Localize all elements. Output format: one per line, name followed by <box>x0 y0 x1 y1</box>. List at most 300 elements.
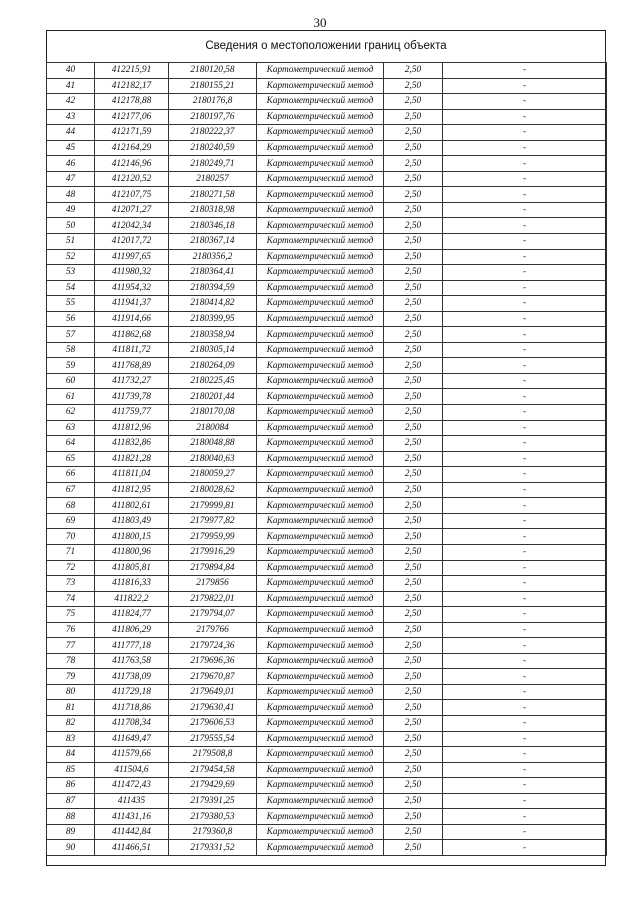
precision-cell: 2,50 <box>384 187 443 203</box>
point-number-cell: 89 <box>47 824 95 840</box>
precision-cell: 2,50 <box>384 202 443 218</box>
method-cell: Картометрический метод <box>257 78 384 94</box>
point-number-cell: 46 <box>47 156 95 172</box>
coordinate-x-cell: 412177,06 <box>95 109 169 125</box>
coordinate-y-cell: 2179977,82 <box>169 513 257 529</box>
coordinate-y-cell: 2180201,44 <box>169 389 257 405</box>
table-row <box>47 529 607 545</box>
table-row <box>47 109 607 125</box>
coordinate-x-cell: 412107,75 <box>95 187 169 203</box>
point-number-cell: 71 <box>47 544 95 560</box>
table-row <box>47 700 607 716</box>
note-cell: - <box>443 498 607 514</box>
precision-cell: 2,50 <box>384 234 443 250</box>
method-cell: Картометрический метод <box>257 140 384 156</box>
method-cell: Картометрический метод <box>257 171 384 187</box>
point-number-cell: 52 <box>47 249 95 265</box>
coordinate-y-cell: 2180367,14 <box>169 234 257 250</box>
table-row <box>47 731 607 747</box>
precision-cell: 2,50 <box>384 156 443 172</box>
table-row <box>47 202 607 218</box>
precision-cell: 2,50 <box>384 778 443 794</box>
table-row <box>47 513 607 529</box>
point-number-cell: 54 <box>47 280 95 296</box>
note-cell: - <box>443 389 607 405</box>
point-number-cell: 61 <box>47 389 95 405</box>
precision-cell: 2,50 <box>384 607 443 623</box>
table-row <box>47 824 607 840</box>
coordinate-y-cell: 2179630,41 <box>169 700 257 716</box>
precision-cell: 2,50 <box>384 342 443 358</box>
coordinate-x-cell: 411579,66 <box>95 747 169 763</box>
method-cell: Картометрический метод <box>257 94 384 110</box>
note-cell: - <box>443 249 607 265</box>
table-row <box>47 607 607 623</box>
table-row <box>47 576 607 592</box>
table-row <box>47 234 607 250</box>
table-row <box>47 280 607 296</box>
precision-cell: 2,50 <box>384 140 443 156</box>
page-number: 30 <box>313 15 327 30</box>
table-row <box>47 373 607 389</box>
point-number-cell: 50 <box>47 218 95 234</box>
method-cell: Картометрический метод <box>257 715 384 731</box>
method-cell: Картометрический метод <box>257 576 384 592</box>
coordinate-y-cell: 2180197,76 <box>169 109 257 125</box>
point-number-cell: 51 <box>47 234 95 250</box>
method-cell: Картометрический метод <box>257 234 384 250</box>
table-row <box>47 684 607 700</box>
coordinate-y-cell: 2179766 <box>169 622 257 638</box>
note-cell: - <box>443 793 607 809</box>
method-cell: Картометрический метод <box>257 482 384 498</box>
method-cell: Картометрический метод <box>257 669 384 685</box>
coordinates-table-body <box>47 63 607 856</box>
point-number-cell: 41 <box>47 78 95 94</box>
table-row <box>47 405 607 421</box>
method-cell: Картометрический метод <box>257 607 384 623</box>
table-row <box>47 498 607 514</box>
table-row <box>47 715 607 731</box>
precision-cell: 2,50 <box>384 405 443 421</box>
note-cell: - <box>443 125 607 141</box>
table-row <box>47 451 607 467</box>
table-row <box>47 156 607 172</box>
table-row <box>47 436 607 452</box>
table-row <box>47 140 607 156</box>
precision-cell: 2,50 <box>384 747 443 763</box>
precision-cell: 2,50 <box>384 78 443 94</box>
note-cell: - <box>443 63 607 79</box>
coordinate-x-cell: 411732,27 <box>95 373 169 389</box>
coordinate-y-cell: 2180249,71 <box>169 156 257 172</box>
coordinate-x-cell: 411431,16 <box>95 809 169 825</box>
coordinate-x-cell: 411739,78 <box>95 389 169 405</box>
coordinate-x-cell: 411812,95 <box>95 482 169 498</box>
note-cell: - <box>443 467 607 483</box>
precision-cell: 2,50 <box>384 280 443 296</box>
method-cell: Картометрический метод <box>257 420 384 436</box>
method-cell: Картометрический метод <box>257 513 384 529</box>
note-cell: - <box>443 482 607 498</box>
table-row <box>47 560 607 576</box>
method-cell: Картометрический метод <box>257 653 384 669</box>
coordinate-x-cell: 411442,84 <box>95 824 169 840</box>
note-cell: - <box>443 311 607 327</box>
coordinate-y-cell: 2180084 <box>169 420 257 436</box>
coordinate-y-cell: 2179331,52 <box>169 840 257 856</box>
note-cell: - <box>443 280 607 296</box>
coordinate-x-cell: 411805,81 <box>95 560 169 576</box>
precision-cell: 2,50 <box>384 420 443 436</box>
point-number-cell: 76 <box>47 622 95 638</box>
point-number-cell: 64 <box>47 436 95 452</box>
note-cell: - <box>443 327 607 343</box>
point-number-cell: 53 <box>47 265 95 281</box>
coordinate-y-cell: 2179429,69 <box>169 778 257 794</box>
note-cell: - <box>443 653 607 669</box>
coordinate-x-cell: 411738,09 <box>95 669 169 685</box>
table-row <box>47 94 607 110</box>
precision-cell: 2,50 <box>384 669 443 685</box>
coordinate-x-cell: 411914,66 <box>95 311 169 327</box>
method-cell: Картометрический метод <box>257 187 384 203</box>
method-cell: Картометрический метод <box>257 202 384 218</box>
point-number-cell: 55 <box>47 296 95 312</box>
point-number-cell: 63 <box>47 420 95 436</box>
point-number-cell: 83 <box>47 731 95 747</box>
coordinate-y-cell: 2179696,36 <box>169 653 257 669</box>
point-number-cell: 77 <box>47 638 95 654</box>
table-row <box>47 840 607 856</box>
precision-cell: 2,50 <box>384 171 443 187</box>
method-cell: Картометрический метод <box>257 467 384 483</box>
precision-cell: 2,50 <box>384 249 443 265</box>
note-cell: - <box>443 296 607 312</box>
note-cell: - <box>443 156 607 172</box>
coordinate-y-cell: 2180040,63 <box>169 451 257 467</box>
point-number-cell: 57 <box>47 327 95 343</box>
coordinate-x-cell: 411812,96 <box>95 420 169 436</box>
coordinate-x-cell: 412171,59 <box>95 125 169 141</box>
method-cell: Картометрический метод <box>257 731 384 747</box>
method-cell: Картометрический метод <box>257 311 384 327</box>
note-cell: - <box>443 140 607 156</box>
precision-cell: 2,50 <box>384 94 443 110</box>
table-row <box>47 296 607 312</box>
precision-cell: 2,50 <box>384 544 443 560</box>
method-cell: Картометрический метод <box>257 358 384 374</box>
note-cell: - <box>443 405 607 421</box>
coordinate-x-cell: 412120,52 <box>95 171 169 187</box>
table-row <box>47 218 607 234</box>
precision-cell: 2,50 <box>384 529 443 545</box>
coordinate-x-cell: 411800,96 <box>95 544 169 560</box>
note-cell: - <box>443 451 607 467</box>
precision-cell: 2,50 <box>384 311 443 327</box>
method-cell: Картометрический метод <box>257 436 384 452</box>
method-cell: Картометрический метод <box>257 793 384 809</box>
method-cell: Картометрический метод <box>257 296 384 312</box>
coordinate-x-cell: 411954,32 <box>95 280 169 296</box>
point-number-cell: 73 <box>47 576 95 592</box>
precision-cell: 2,50 <box>384 451 443 467</box>
coordinate-y-cell: 2180358,94 <box>169 327 257 343</box>
method-cell: Картометрический метод <box>257 327 384 343</box>
coordinate-x-cell: 412071,27 <box>95 202 169 218</box>
table-row <box>47 638 607 654</box>
point-number-cell: 66 <box>47 467 95 483</box>
table-row <box>47 809 607 825</box>
coordinate-x-cell: 411941,37 <box>95 296 169 312</box>
note-cell: - <box>443 762 607 778</box>
coordinate-y-cell: 2180346,18 <box>169 218 257 234</box>
note-cell: - <box>443 202 607 218</box>
coordinate-x-cell: 411504,6 <box>95 762 169 778</box>
coordinate-x-cell: 411806,29 <box>95 622 169 638</box>
note-cell: - <box>443 529 607 545</box>
table-row <box>47 467 607 483</box>
point-number-cell: 47 <box>47 171 95 187</box>
note-cell: - <box>443 840 607 856</box>
table-row <box>47 653 607 669</box>
table-title: Сведения о местоположении границ объекта <box>205 40 447 52</box>
note-cell: - <box>443 824 607 840</box>
method-cell: Картометрический метод <box>257 560 384 576</box>
precision-cell: 2,50 <box>384 125 443 141</box>
note-cell: - <box>443 94 607 110</box>
note-cell: - <box>443 187 607 203</box>
note-cell: - <box>443 638 607 654</box>
coordinate-x-cell: 411802,61 <box>95 498 169 514</box>
point-number-cell: 82 <box>47 715 95 731</box>
table-row <box>47 125 607 141</box>
coordinate-x-cell: 412146,96 <box>95 156 169 172</box>
note-cell: - <box>443 669 607 685</box>
coordinate-y-cell: 2180364,41 <box>169 265 257 281</box>
precision-cell: 2,50 <box>384 824 443 840</box>
coordinate-y-cell: 2179360,8 <box>169 824 257 840</box>
note-cell: - <box>443 373 607 389</box>
coordinate-y-cell: 2179794,07 <box>169 607 257 623</box>
coordinate-x-cell: 412042,34 <box>95 218 169 234</box>
coordinate-x-cell: 411824,77 <box>95 607 169 623</box>
coordinate-y-cell: 2180271,58 <box>169 187 257 203</box>
coordinate-y-cell: 2180414,82 <box>169 296 257 312</box>
note-cell: - <box>443 622 607 638</box>
note-cell: - <box>443 513 607 529</box>
point-number-cell: 69 <box>47 513 95 529</box>
coordinate-y-cell: 2179555,54 <box>169 731 257 747</box>
coordinate-x-cell: 411816,33 <box>95 576 169 592</box>
coordinate-x-cell: 412215,91 <box>95 63 169 79</box>
boundary-table-frame <box>46 30 606 866</box>
precision-cell: 2,50 <box>384 467 443 483</box>
point-number-cell: 87 <box>47 793 95 809</box>
coordinate-y-cell: 2179822,01 <box>169 591 257 607</box>
point-number-cell: 88 <box>47 809 95 825</box>
precision-cell: 2,50 <box>384 591 443 607</box>
precision-cell: 2,50 <box>384 840 443 856</box>
point-number-cell: 79 <box>47 669 95 685</box>
coordinates-table <box>46 62 607 856</box>
coordinate-y-cell: 2179999,81 <box>169 498 257 514</box>
coordinate-x-cell: 411822,2 <box>95 591 169 607</box>
precision-cell: 2,50 <box>384 296 443 312</box>
coordinate-x-cell: 411472,43 <box>95 778 169 794</box>
method-cell: Картометрический метод <box>257 451 384 467</box>
point-number-cell: 42 <box>47 94 95 110</box>
precision-cell: 2,50 <box>384 560 443 576</box>
precision-cell: 2,50 <box>384 638 443 654</box>
coordinate-x-cell: 411811,04 <box>95 467 169 483</box>
note-cell: - <box>443 591 607 607</box>
precision-cell: 2,50 <box>384 63 443 79</box>
precision-cell: 2,50 <box>384 358 443 374</box>
method-cell: Картометрический метод <box>257 265 384 281</box>
coordinate-y-cell: 2180170,08 <box>169 405 257 421</box>
coordinate-y-cell: 2180257 <box>169 171 257 187</box>
table-row <box>47 482 607 498</box>
coordinate-x-cell: 411803,49 <box>95 513 169 529</box>
coordinate-x-cell: 411708,34 <box>95 715 169 731</box>
point-number-cell: 67 <box>47 482 95 498</box>
table-row <box>47 544 607 560</box>
coordinate-x-cell: 412182,17 <box>95 78 169 94</box>
table-row <box>47 747 607 763</box>
coordinate-y-cell: 2180240,59 <box>169 140 257 156</box>
method-cell: Картометрический метод <box>257 762 384 778</box>
point-number-cell: 58 <box>47 342 95 358</box>
coordinate-y-cell: 2179916,29 <box>169 544 257 560</box>
point-number-cell: 59 <box>47 358 95 374</box>
table-row <box>47 249 607 265</box>
precision-cell: 2,50 <box>384 436 443 452</box>
table-row <box>47 342 607 358</box>
precision-cell: 2,50 <box>384 762 443 778</box>
coordinate-y-cell: 2180155,21 <box>169 78 257 94</box>
precision-cell: 2,50 <box>384 653 443 669</box>
coordinate-y-cell: 2179649,01 <box>169 684 257 700</box>
method-cell: Картометрический метод <box>257 684 384 700</box>
point-number-cell: 81 <box>47 700 95 716</box>
coordinate-y-cell: 2179454,58 <box>169 762 257 778</box>
method-cell: Картометрический метод <box>257 778 384 794</box>
point-number-cell: 68 <box>47 498 95 514</box>
point-number-cell: 56 <box>47 311 95 327</box>
coordinate-y-cell: 2180356,2 <box>169 249 257 265</box>
precision-cell: 2,50 <box>384 498 443 514</box>
coordinate-y-cell: 2180318,98 <box>169 202 257 218</box>
coordinate-y-cell: 2180048,88 <box>169 436 257 452</box>
precision-cell: 2,50 <box>384 731 443 747</box>
point-number-cell: 45 <box>47 140 95 156</box>
note-cell: - <box>443 684 607 700</box>
coordinate-x-cell: 411777,18 <box>95 638 169 654</box>
coordinate-y-cell: 2179508,8 <box>169 747 257 763</box>
note-cell: - <box>443 576 607 592</box>
coordinate-y-cell: 2179959,99 <box>169 529 257 545</box>
note-cell: - <box>443 109 607 125</box>
point-number-cell: 43 <box>47 109 95 125</box>
method-cell: Картометрический метод <box>257 125 384 141</box>
point-number-cell: 44 <box>47 125 95 141</box>
note-cell: - <box>443 171 607 187</box>
precision-cell: 2,50 <box>384 218 443 234</box>
precision-cell: 2,50 <box>384 513 443 529</box>
note-cell: - <box>443 715 607 731</box>
note-cell: - <box>443 436 607 452</box>
table-row <box>47 591 607 607</box>
point-number-cell: 40 <box>47 63 95 79</box>
coordinate-y-cell: 2180264,09 <box>169 358 257 374</box>
coordinate-y-cell: 2180059,27 <box>169 467 257 483</box>
precision-cell: 2,50 <box>384 373 443 389</box>
note-cell: - <box>443 342 607 358</box>
table-row <box>47 622 607 638</box>
precision-cell: 2,50 <box>384 715 443 731</box>
coordinate-x-cell: 411435 <box>95 793 169 809</box>
method-cell: Картометрический метод <box>257 529 384 545</box>
table-row <box>47 78 607 94</box>
precision-cell: 2,50 <box>384 809 443 825</box>
method-cell: Картометрический метод <box>257 544 384 560</box>
coordinate-y-cell: 2180305,14 <box>169 342 257 358</box>
precision-cell: 2,50 <box>384 265 443 281</box>
table-row <box>47 327 607 343</box>
method-cell: Картометрический метод <box>257 622 384 638</box>
coordinate-y-cell: 2179724,36 <box>169 638 257 654</box>
note-cell: - <box>443 731 607 747</box>
table-row <box>47 63 607 79</box>
method-cell: Картометрический метод <box>257 809 384 825</box>
point-number-cell: 60 <box>47 373 95 389</box>
coordinate-x-cell: 412164,29 <box>95 140 169 156</box>
table-row <box>47 669 607 685</box>
table-row <box>47 358 607 374</box>
coordinate-y-cell: 2180222,37 <box>169 125 257 141</box>
point-number-cell: 72 <box>47 560 95 576</box>
coordinate-y-cell: 2179391,25 <box>169 793 257 809</box>
point-number-cell: 75 <box>47 607 95 623</box>
method-cell: Картометрический метод <box>257 700 384 716</box>
precision-cell: 2,50 <box>384 576 443 592</box>
point-number-cell: 65 <box>47 451 95 467</box>
coordinate-y-cell: 2180225,45 <box>169 373 257 389</box>
method-cell: Картометрический метод <box>257 389 384 405</box>
coordinate-x-cell: 411811,72 <box>95 342 169 358</box>
table-row <box>47 389 607 405</box>
point-number-cell: 62 <box>47 405 95 421</box>
note-cell: - <box>443 560 607 576</box>
method-cell: Картометрический метод <box>257 280 384 296</box>
table-row <box>47 793 607 809</box>
note-cell: - <box>443 700 607 716</box>
point-number-cell: 85 <box>47 762 95 778</box>
note-cell: - <box>443 358 607 374</box>
coordinate-y-cell: 2179380,53 <box>169 809 257 825</box>
point-number-cell: 90 <box>47 840 95 856</box>
table-row <box>47 311 607 327</box>
coordinate-x-cell: 412178,88 <box>95 94 169 110</box>
method-cell: Картометрический метод <box>257 824 384 840</box>
method-cell: Картометрический метод <box>257 840 384 856</box>
coordinate-x-cell: 411997,65 <box>95 249 169 265</box>
coordinate-y-cell: 2179670,87 <box>169 669 257 685</box>
coordinate-y-cell: 2179606,53 <box>169 715 257 731</box>
coordinate-x-cell: 411763,58 <box>95 653 169 669</box>
note-cell: - <box>443 218 607 234</box>
